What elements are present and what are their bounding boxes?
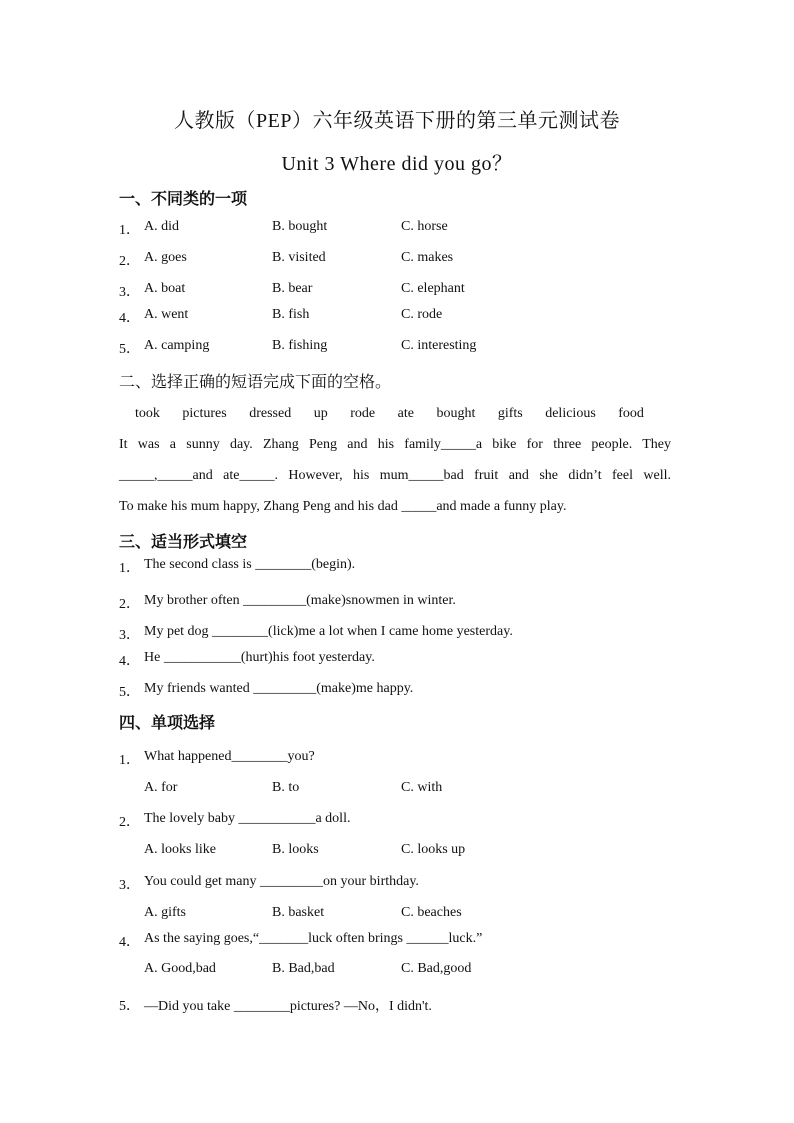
option-c: C. looks up: [401, 842, 466, 857]
question-text: My friends wanted _________(make)me happy.: [144, 681, 414, 696]
item-number: 4．: [119, 311, 140, 326]
word-bank-item: dressed: [249, 406, 292, 421]
question-text: —Did you take ________pictures? —No，I didn't.: [144, 999, 432, 1014]
question-text: The lovely baby ___________a doll.: [144, 811, 351, 826]
option-b: B. Bad,bad: [272, 961, 335, 976]
section2-heading: 二、选择正确的短语完成下面的空格。: [119, 372, 392, 391]
option-b: B. fishing: [272, 338, 328, 353]
item-number: 1．: [119, 223, 140, 238]
item-number: 2．: [119, 597, 140, 612]
option-c: C. with: [401, 780, 443, 795]
word-bank: [135, 406, 663, 422]
passage-line: It was a sunny day. Zhang Peng and his family_____a bike for three people. They: [119, 437, 671, 452]
question-text: My pet dog ________(lick)me a lot when I came home yesterday.: [144, 624, 513, 639]
question-text: The second class is ________(begin).: [144, 557, 356, 572]
option-c: C. horse: [401, 219, 448, 234]
option-a: A. camping: [144, 338, 210, 353]
item-number: 2．: [119, 815, 140, 830]
option-a: A. looks like: [144, 842, 216, 857]
section3-heading: 三、适当形式填空: [119, 532, 248, 551]
option-a: A. did: [144, 219, 179, 234]
option-b: B. bear: [272, 281, 313, 296]
option-a: A. Good,bad: [144, 961, 216, 976]
option-b: B. to: [272, 780, 300, 795]
unit-title: Unit 3 Where did you go？: [281, 153, 513, 175]
word-bank-item: bought: [436, 406, 476, 421]
item-number: 4．: [119, 654, 140, 669]
word-bank-item: ate: [397, 406, 414, 421]
word-bank-item: delicious: [545, 406, 596, 421]
passage-line: To make his mum happy, Zhang Peng and his dad _____and made a funny play.: [119, 499, 567, 514]
option-a: A. boat: [144, 281, 186, 296]
option-c: C. beaches: [401, 905, 462, 920]
item-number: 2．: [119, 254, 140, 269]
section4-heading: 四、单项选择: [119, 713, 216, 732]
item-number: 3．: [119, 285, 140, 300]
item-number: 1．: [119, 561, 140, 576]
option-b: B. looks: [272, 842, 319, 857]
question-text: What happened________you?: [144, 749, 315, 764]
option-a: A. for: [144, 780, 178, 795]
item-number: 1．: [119, 753, 140, 768]
option-b: B. bought: [272, 219, 328, 234]
item-number: 5．: [119, 685, 140, 700]
option-c: C. Bad,good: [401, 961, 472, 976]
question-text: My brother often _________(make)snowmen in winter.: [144, 593, 456, 608]
word-bank-item: food: [618, 406, 644, 421]
word-bank-item: pictures: [182, 406, 227, 421]
word-bank-item: took: [135, 406, 160, 421]
option-a: A. went: [144, 307, 189, 322]
option-a: A. gifts: [144, 905, 186, 920]
option-a: A. goes: [144, 250, 187, 265]
word-bank-item: gifts: [497, 406, 523, 421]
item-number: 5．: [119, 342, 140, 357]
passage-line: _____,_____and ate_____. However, his mum_____bad fruit and she didn’t feel well.: [119, 468, 671, 483]
question-text: As the saying goes,“_______luck often brings ______luck.”: [144, 931, 483, 946]
option-b: B. visited: [272, 250, 326, 265]
option-c: C. makes: [401, 250, 454, 265]
item-number: 4．: [119, 935, 140, 950]
item-number: 5．: [119, 999, 140, 1014]
item-number: 3．: [119, 878, 140, 893]
word-bank-item: up: [313, 406, 328, 421]
worksheet-title: 人教版（PEP）六年级英语下册的第三单元测试卷: [174, 110, 620, 132]
question-text: He ___________(hurt)his foot yesterday.: [144, 650, 375, 665]
section1-heading: 一、不同类的一项: [119, 189, 248, 208]
option-c: C. elephant: [401, 281, 465, 296]
option-c: C. interesting: [401, 338, 477, 353]
question-text: You could get many _________on your birthday.: [144, 874, 419, 889]
option-b: B. fish: [272, 307, 310, 322]
option-b: B. basket: [272, 905, 325, 920]
option-c: C. rode: [401, 307, 443, 322]
item-number: 3．: [119, 628, 140, 643]
word-bank-item: rode: [350, 406, 376, 421]
